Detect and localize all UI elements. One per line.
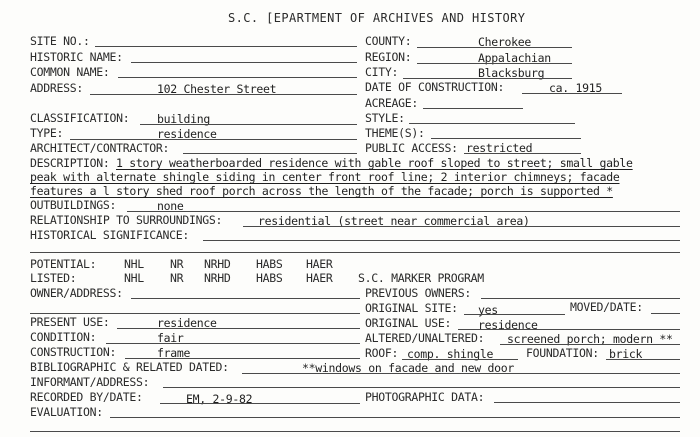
themes-label: THEME(S): xyxy=(365,126,425,140)
public-access-label: PUBLIC ACCESS: xyxy=(365,141,458,155)
original-site-line xyxy=(464,314,565,315)
outbuildings-line xyxy=(127,211,680,212)
public-access-value: restricted xyxy=(466,141,533,155)
classification-label: CLASSIFICATION: xyxy=(30,111,130,125)
region-line xyxy=(417,63,572,64)
listed-nhl: NHL xyxy=(124,271,144,285)
date-of-construction-line xyxy=(522,93,622,94)
potential-nhl: NHL xyxy=(124,257,144,271)
original-site-value: yes xyxy=(478,303,498,317)
themes-line xyxy=(431,138,581,139)
relationship-label: RELATIONSHIP TO SURROUNDINGS: xyxy=(30,213,223,227)
county-line xyxy=(417,47,572,48)
address-label: ADDRESS: xyxy=(30,81,83,95)
listed-label: LISTED: xyxy=(30,271,77,285)
owner-address-label: OWNER/ADDRESS: xyxy=(30,286,123,300)
roof-value: comp. shingle xyxy=(407,347,494,361)
potential-label: POTENTIAL: xyxy=(30,257,97,271)
roof-line xyxy=(402,359,518,360)
type-line xyxy=(70,139,357,140)
marker-program-label: S.C. MARKER PROGRAM xyxy=(358,271,484,285)
architect-label: ARCHITECT/CONTRACTOR: xyxy=(30,141,170,155)
historic-name-line xyxy=(131,62,357,63)
description-line-1: 1 story weatherboarded residence with gable roof sloped to street; small gable xyxy=(116,156,633,170)
region-label: REGION: xyxy=(365,50,412,64)
construction-line xyxy=(125,358,360,359)
common-name-label: COMMON NAME: xyxy=(30,65,110,79)
evaluation-label: EVALUATION: xyxy=(30,405,103,419)
photographic-data-label: PHOTOGRAPHIC DATA: xyxy=(365,390,485,404)
site-no-label: SITE NO.: xyxy=(30,34,90,48)
condition-value: fair xyxy=(157,331,184,345)
evaluation-line-2 xyxy=(30,431,680,432)
date-of-construction-label: DATE OF CONSTRUCTION: xyxy=(365,80,505,94)
style-line xyxy=(409,123,575,124)
city-value: Blacksburg xyxy=(478,66,545,80)
foundation-line xyxy=(606,359,680,360)
architect-line xyxy=(183,153,357,154)
city-label: CITY: xyxy=(365,65,399,79)
bibliographic-label: BIBLIOGRAPHIC & RELATED DATED: xyxy=(30,360,229,374)
foundation-label: FOUNDATION: xyxy=(526,346,599,360)
potential-nrhd: NRHD xyxy=(204,257,231,271)
description-line-3: features a l story shed roof porch across the length of the facade; porch is supported * xyxy=(30,184,613,198)
original-use-value: residence xyxy=(478,318,538,332)
altered-value: screened porch; modern ** xyxy=(507,332,673,346)
relationship-value: residential (street near commercial area) xyxy=(258,214,530,228)
listed-haer: HAER xyxy=(306,271,333,285)
acreage-line xyxy=(423,108,523,109)
style-label: STYLE: xyxy=(365,111,405,125)
original-site-label: ORIGINAL SITE: xyxy=(365,301,458,315)
historical-significance-line xyxy=(203,240,680,241)
altered-line xyxy=(500,344,680,345)
outbuildings-value: none xyxy=(157,199,184,213)
page-title: S.C. [EPARTMENT OF ARCHIVES AND HISTORY xyxy=(228,11,526,25)
potential-nr: NR xyxy=(170,257,184,271)
listed-nr: NR xyxy=(170,271,184,285)
historical-significance-label: HISTORICAL SIGNIFICANCE: xyxy=(30,228,189,242)
bibliographic-value: **windows on facade and new door xyxy=(302,361,514,375)
informant-line xyxy=(163,387,680,388)
acreage-label: ACREAGE: xyxy=(365,96,418,110)
description-line-2: peak with alternate shingle siding in center front roof line; 2 interior chimneys; facade xyxy=(30,170,620,184)
address-value: 102 Chester Street xyxy=(157,82,277,96)
present-use-label: PRESENT USE: xyxy=(30,315,110,329)
site-no-line xyxy=(95,46,357,47)
historic-name-label: HISTORIC NAME: xyxy=(30,50,123,64)
owner-address-line xyxy=(131,298,360,299)
classification-value: building xyxy=(157,112,210,126)
roof-label: ROOF: xyxy=(365,346,399,360)
moved-date-line xyxy=(651,313,680,314)
date-of-construction-value: ca. 1915 xyxy=(549,81,602,95)
original-use-line xyxy=(458,329,680,330)
potential-habs: HABS xyxy=(256,257,283,271)
address-line xyxy=(90,94,357,95)
condition-line xyxy=(106,343,360,344)
listed-habs: HABS xyxy=(256,271,283,285)
evaluation-line xyxy=(110,417,680,418)
owner-address-line-2 xyxy=(30,313,360,314)
classification-line xyxy=(140,124,357,125)
bibliographic-line xyxy=(242,373,680,374)
region-value: Appalachian xyxy=(478,51,551,65)
type-label: TYPE: xyxy=(30,126,64,140)
type-value: residence xyxy=(157,127,217,141)
common-name-line xyxy=(118,77,357,78)
listed-nrhd: NRHD xyxy=(204,271,231,285)
photographic-data-line xyxy=(494,402,680,403)
previous-owners-line xyxy=(481,298,680,299)
original-use-label: ORIGINAL USE: xyxy=(365,316,452,330)
construction-value: frame xyxy=(157,346,191,360)
condition-label: CONDITION: xyxy=(30,330,97,344)
section-divider xyxy=(30,252,680,253)
city-line xyxy=(403,78,572,79)
previous-owners-label: PREVIOUS OWNERS: xyxy=(365,286,471,300)
relationship-line xyxy=(243,226,680,227)
recorded-by-value: EM, 2-9-82 xyxy=(186,392,253,406)
recorded-by-line xyxy=(160,403,360,404)
moved-date-label: MOVED/DATE: xyxy=(570,300,643,314)
description-label: DESCRIPTION: xyxy=(30,156,110,170)
informant-label: INFORMANT/ADDRESS: xyxy=(30,375,150,389)
county-value: Cherokee xyxy=(478,35,531,49)
county-label: COUNTY: xyxy=(365,34,412,48)
altered-label: ALTERED/UNALTERED: xyxy=(365,331,485,345)
recorded-by-label: RECORDED BY/DATE: xyxy=(30,390,143,404)
present-use-line xyxy=(117,328,360,329)
foundation-value: brick xyxy=(609,347,643,361)
outbuildings-label: OUTBUILDINGS: xyxy=(30,198,117,212)
construction-label: CONSTRUCTION: xyxy=(30,345,117,359)
potential-haer: HAER xyxy=(306,257,333,271)
present-use-value: residence xyxy=(157,316,217,330)
public-access-line xyxy=(464,153,581,154)
